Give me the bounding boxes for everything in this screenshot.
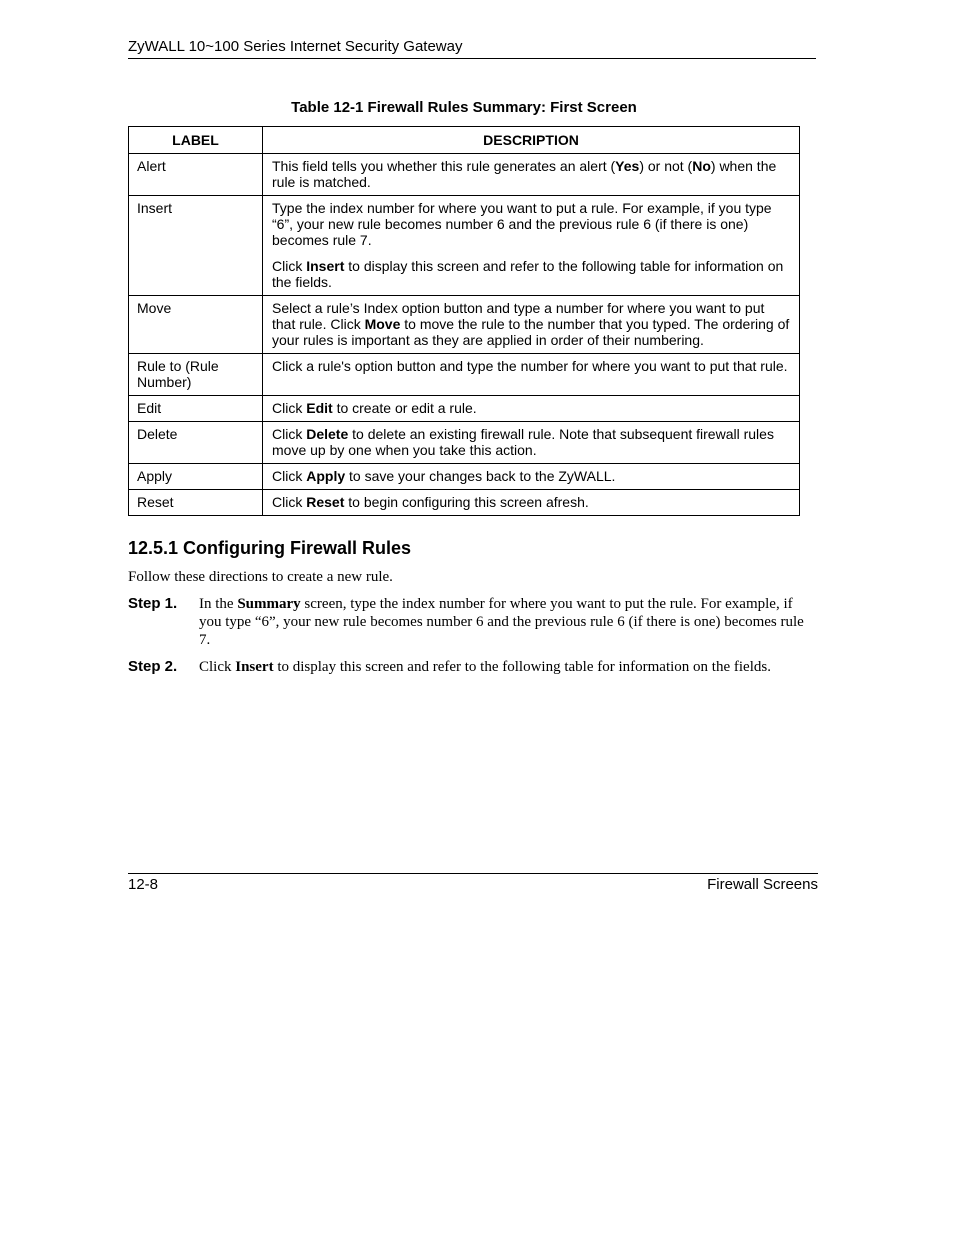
text-run: to begin configuring this screen afresh. bbox=[344, 494, 589, 510]
row-label: Alert bbox=[129, 154, 263, 196]
page-footer bbox=[128, 873, 818, 895]
text-run: ) when the rule is matched. bbox=[272, 158, 777, 190]
table-caption: Table 12-1 Firewall Rules Summary: First Screen bbox=[291, 99, 637, 116]
row-label: Apply bbox=[129, 464, 263, 490]
row-description bbox=[263, 296, 800, 354]
row-description bbox=[263, 354, 800, 396]
intro-paragraph: Follow these directions to create a new rule. bbox=[128, 569, 393, 585]
text-run: ) or not ( bbox=[639, 158, 693, 174]
bold-term: Move bbox=[364, 316, 401, 332]
bold-term: Apply bbox=[306, 468, 346, 484]
text-run: Type the index number for where you want to put a rule. For example, if you type “6”, your new rule becomes number 6 and the previous rule 6 (if there is one) becomes rule 7. bbox=[272, 200, 772, 248]
step-text bbox=[199, 658, 818, 676]
text-run: to delete an existing firewall rule. Note that subsequent firewall rules move up by one when you take this action. bbox=[272, 426, 774, 458]
text-run: Click bbox=[272, 426, 307, 442]
row-description bbox=[263, 154, 800, 196]
header-title: ZyWALL 10~100 Series Internet Security Gateway bbox=[128, 38, 463, 55]
row-description bbox=[263, 196, 800, 296]
text-run: Click bbox=[272, 468, 307, 484]
step-text bbox=[199, 595, 818, 649]
step-1 bbox=[128, 595, 818, 649]
step-2 bbox=[128, 658, 818, 676]
table-row bbox=[129, 464, 800, 490]
step-label: Step 1. bbox=[128, 595, 178, 612]
row-description bbox=[263, 396, 800, 422]
description-paragraph bbox=[272, 468, 790, 484]
description-paragraph bbox=[272, 400, 790, 416]
table-row bbox=[129, 296, 800, 354]
text-run: This field tells you whether this rule generates an alert ( bbox=[272, 158, 616, 174]
row-label: Move bbox=[129, 296, 263, 354]
description-paragraph bbox=[272, 200, 790, 248]
table-row bbox=[129, 354, 800, 396]
description-paragraph bbox=[272, 426, 790, 458]
row-label: Reset bbox=[129, 490, 263, 516]
text-run: to display this screen and refer to the following table for information on the fields. bbox=[273, 659, 771, 675]
row-label: Rule to (Rule Number) bbox=[129, 354, 263, 396]
text-run: to move the rule to the number that you typed. The ordering of your rules is important as they are applied in order of their numbering. bbox=[272, 316, 790, 348]
description-paragraph bbox=[272, 358, 790, 374]
description-paragraph bbox=[272, 300, 790, 348]
text-run: Select a rule’s Index option button and type a number for where you want to put that rule. Click bbox=[272, 300, 765, 332]
description-paragraph bbox=[272, 158, 790, 190]
description-paragraph bbox=[272, 494, 790, 510]
bold-term: Summary bbox=[237, 596, 301, 612]
table-body bbox=[129, 154, 800, 516]
text-run: to create or edit a rule. bbox=[332, 400, 477, 416]
bold-term: Edit bbox=[306, 400, 333, 416]
text-run: to display this screen and refer to the following table for information on the fields. bbox=[272, 258, 784, 290]
bold-term: Yes bbox=[615, 158, 640, 174]
table-row bbox=[129, 196, 800, 296]
firewall-rules-table bbox=[128, 126, 800, 516]
page-number: 12-8 bbox=[128, 876, 159, 893]
table-row bbox=[129, 490, 800, 516]
text-run: Click bbox=[272, 494, 307, 510]
table-row bbox=[129, 154, 800, 196]
description-paragraph bbox=[272, 258, 790, 290]
text-run: Click bbox=[272, 258, 307, 274]
row-label: Delete bbox=[129, 422, 263, 464]
section-heading: 12.5.1 Configuring Firewall Rules bbox=[128, 538, 412, 558]
table-row bbox=[129, 422, 800, 464]
table-row bbox=[129, 396, 800, 422]
text-run: In the bbox=[199, 596, 238, 612]
text-run: to save your changes back to the ZyWALL. bbox=[345, 468, 616, 484]
bold-term: Delete bbox=[306, 426, 349, 442]
row-description bbox=[263, 464, 800, 490]
step-label: Step 2. bbox=[128, 658, 178, 675]
bold-term: Reset bbox=[306, 494, 345, 510]
page-header bbox=[128, 37, 816, 59]
text-run: Click a rule's option button and type the number for where you want to put that rule. bbox=[272, 358, 788, 374]
row-label: Edit bbox=[129, 396, 263, 422]
bold-term: Insert bbox=[235, 659, 274, 675]
row-description bbox=[263, 490, 800, 516]
text-run: screen, type the index number for where you want to put the rule. For example, if you type “6”, your new rule becomes number 6 and the previous rule 6 (if there is one) becomes rule 7. bbox=[199, 596, 804, 648]
column-header-label: LABEL bbox=[129, 127, 263, 154]
row-label: Insert bbox=[129, 196, 263, 296]
row-description bbox=[263, 422, 800, 464]
text-run: Click bbox=[272, 400, 307, 416]
column-header-description: DESCRIPTION bbox=[263, 127, 800, 154]
bold-term: No bbox=[692, 158, 711, 174]
table-header-row bbox=[129, 127, 800, 154]
chapter-title: Firewall Screens bbox=[707, 876, 818, 893]
text-run: Click bbox=[199, 659, 236, 675]
bold-term: Insert bbox=[306, 258, 345, 274]
